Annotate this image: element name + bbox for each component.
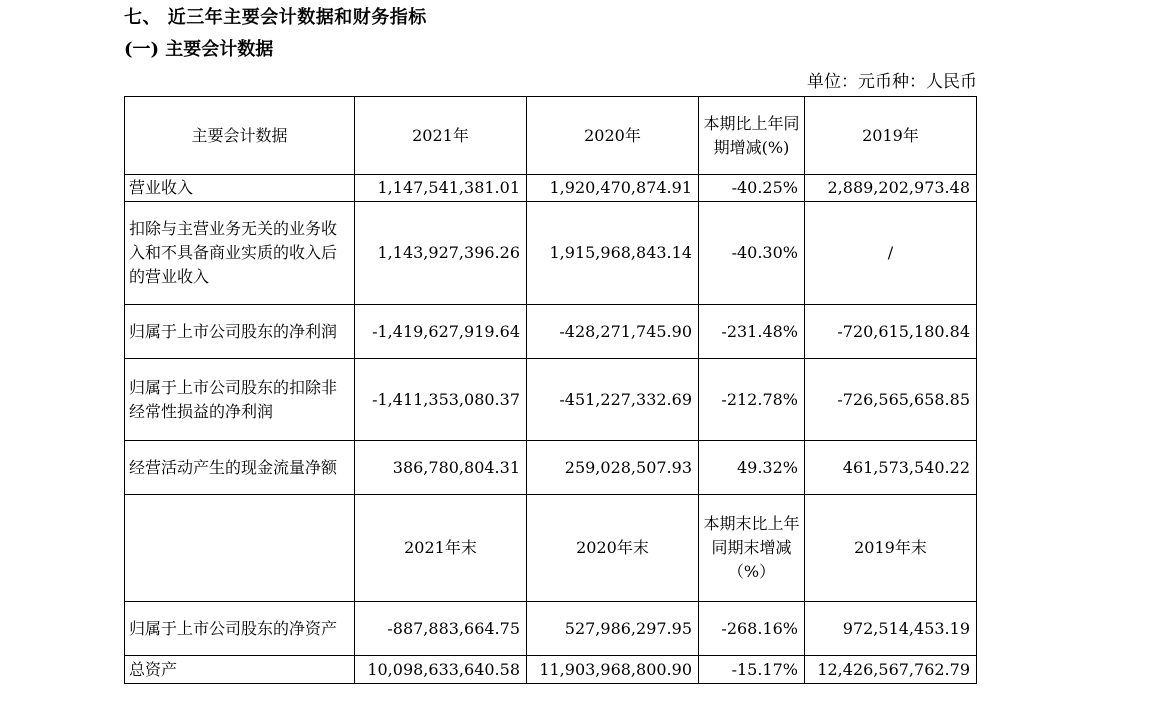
cell-value: 259,028,507.93 xyxy=(527,441,699,495)
cell-value: -1,419,627,919.64 xyxy=(355,305,527,359)
cell-value: 11,903,968,800.90 xyxy=(527,656,699,684)
cell-value: 12,426,567,762.79 xyxy=(805,656,977,684)
subsection-title: (一) 主要会计数据 xyxy=(124,39,274,60)
table-subheader-row xyxy=(125,495,977,602)
row-label: 营业收入 xyxy=(125,175,355,202)
header-2020: 2020年 xyxy=(527,97,699,175)
cell-change: -268.16% xyxy=(699,602,805,656)
table-row xyxy=(125,441,977,495)
cell-value: 527,986,297.95 xyxy=(527,602,699,656)
cell-value: -720,615,180.84 xyxy=(805,305,977,359)
row-label: 总资产 xyxy=(125,656,355,684)
cell-change: 49.32% xyxy=(699,441,805,495)
header-end-change-pct: 本期末比上年同期末增减（%） xyxy=(699,495,805,602)
table-row xyxy=(125,175,977,202)
cell-value: 2,889,202,973.48 xyxy=(805,175,977,202)
unit-note: 单位：元币种：人民币 xyxy=(807,72,977,92)
table-row xyxy=(125,656,977,684)
cell-value: -428,271,745.90 xyxy=(527,305,699,359)
row-label: 归属于上市公司股东的净资产 xyxy=(125,602,355,656)
cell-value: 10,098,633,640.58 xyxy=(355,656,527,684)
cell-change: -15.17% xyxy=(699,656,805,684)
row-label: 经营活动产生的现金流量净额 xyxy=(125,441,355,495)
cell-change: -231.48% xyxy=(699,305,805,359)
cell-value: 461,573,540.22 xyxy=(805,441,977,495)
cell-value: 386,780,804.31 xyxy=(355,441,527,495)
row-label: 归属于上市公司股东的扣除非经常性损益的净利润 xyxy=(125,359,355,441)
section-title: 七、 近三年主要会计数据和财务指标 xyxy=(124,7,427,28)
cell-value: 972,514,453.19 xyxy=(805,602,977,656)
cell-change: -212.78% xyxy=(699,359,805,441)
cell-value: 1,143,927,396.26 xyxy=(355,202,527,305)
header-change-pct: 本期比上年同期增减(%) xyxy=(699,97,805,175)
table-row xyxy=(125,305,977,359)
cell-value: -451,227,332.69 xyxy=(527,359,699,441)
header-2021: 2021年 xyxy=(355,97,527,175)
header-2020-end: 2020年末 xyxy=(527,495,699,602)
table-row xyxy=(125,602,977,656)
cell-value: -887,883,664.75 xyxy=(355,602,527,656)
cell-change: -40.30% xyxy=(699,202,805,305)
cell-value: 1,915,968,843.14 xyxy=(527,202,699,305)
accounting-data-table xyxy=(124,96,977,684)
header-2019: 2019年 xyxy=(805,97,977,175)
table-row xyxy=(125,359,977,441)
cell-value: 1,920,470,874.91 xyxy=(527,175,699,202)
cell-value: 1,147,541,381.01 xyxy=(355,175,527,202)
header-2021-end: 2021年末 xyxy=(355,495,527,602)
row-label: 归属于上市公司股东的净利润 xyxy=(125,305,355,359)
header-main-data: 主要会计数据 xyxy=(125,97,355,175)
subheader-empty xyxy=(125,495,355,602)
cell-value: -726,565,658.85 xyxy=(805,359,977,441)
table-header-row xyxy=(125,97,977,175)
table-row xyxy=(125,202,977,305)
cell-value: / xyxy=(805,202,977,305)
cell-change: -40.25% xyxy=(699,175,805,202)
header-2019-end: 2019年末 xyxy=(805,495,977,602)
cell-value: -1,411,353,080.37 xyxy=(355,359,527,441)
row-label: 扣除与主营业务无关的业务收入和不具备商业实质的收入后的营业收入 xyxy=(125,202,355,305)
